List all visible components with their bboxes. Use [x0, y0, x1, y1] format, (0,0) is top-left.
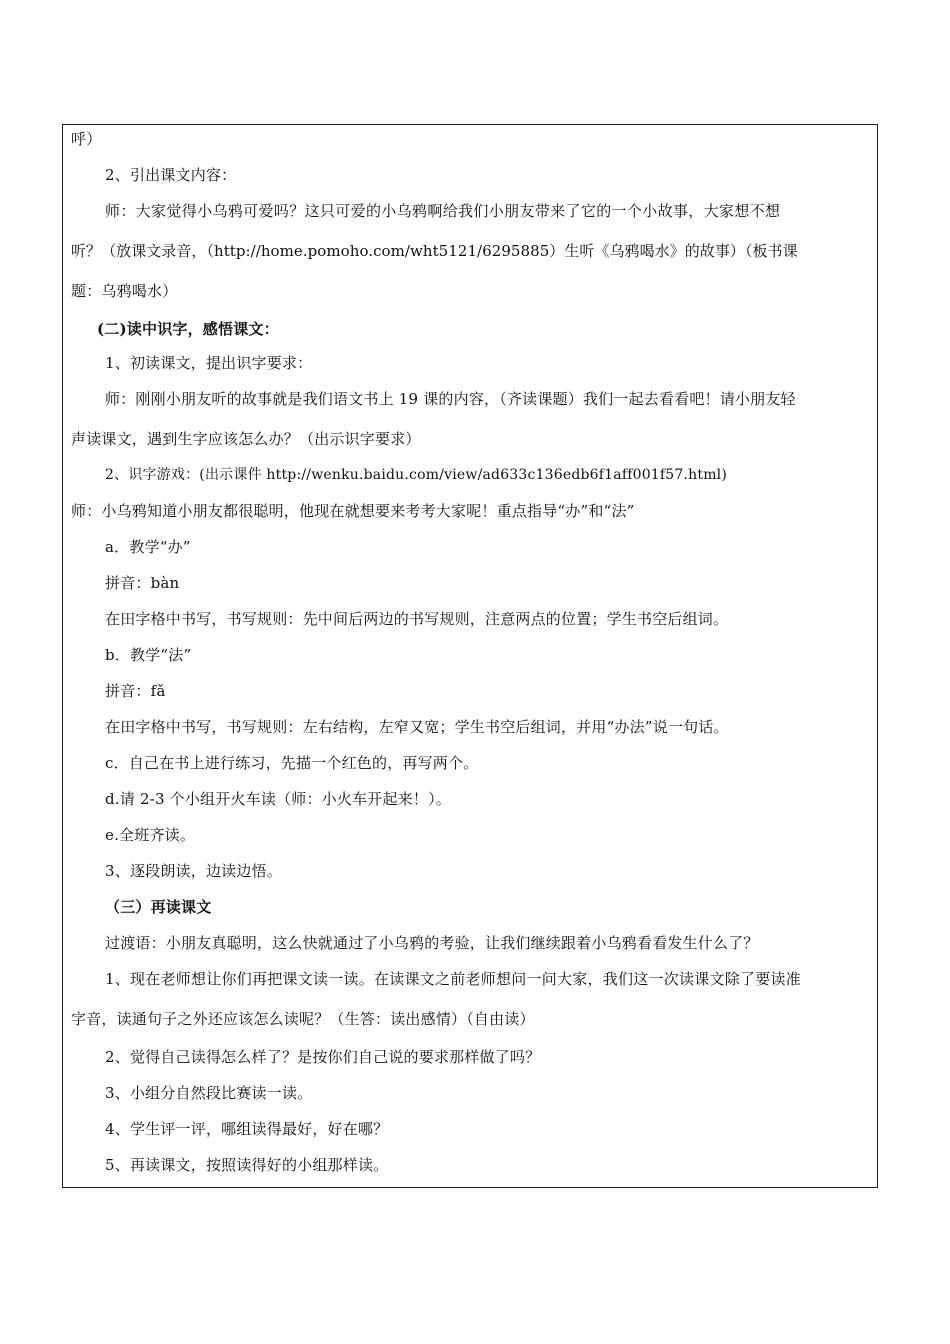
- text-line-13: 拼音：bàn: [105, 574, 180, 592]
- lesson-plan-table-cell: [62, 124, 878, 1188]
- text-line-27: 3、小组分自然段比赛读一读。: [105, 1084, 313, 1102]
- text-line-12: a．教学“办”: [105, 538, 191, 556]
- text-line-8: 师：刚刚小朋友听的故事就是我们语文书上 19 课的内容，（齐读课题）我们一起去看看吧！请小朋友轻: [105, 390, 796, 408]
- text-line-9: 声读课文，遇到生字应该怎么办？（出示识字要求）: [71, 430, 421, 448]
- text-line-19: d.请 2-3 个小组开火车读（师：小火车开起来！）。: [105, 790, 451, 808]
- text-line-10-url: 2、识字游戏：(出示课件 http://wenku.baidu.com/view/ad633c136edb6f1aff001f57.html): [105, 467, 728, 483]
- text-line-25: 字音，读通句子之外还应该怎么读呢？（生答：读出感情）（自由读）: [71, 1010, 535, 1028]
- text-line-16: 拼音：fǎ: [105, 682, 166, 700]
- text-line-5: 题：乌鸦喝水）: [71, 282, 178, 300]
- text-line-2: 2、引出课文内容：: [105, 166, 237, 184]
- text-line-20: e.全班齐读。: [105, 826, 196, 844]
- section-heading-2: (二)读中识字，感悟课文：: [97, 320, 279, 338]
- text-line-7: 1、初读课文，提出识字要求：: [105, 354, 313, 372]
- text-line-29: 5、再读课文，按照读得好的小组那样读。: [105, 1156, 389, 1174]
- text-line-28: 4、学生评一评，哪组读得最好，好在哪？: [105, 1120, 389, 1138]
- text-line-1: 呼）: [71, 130, 102, 148]
- text-line-23: 过渡语：小朋友真聪明，这么快就通过了小乌鸦的考验，让我们继续跟着小乌鸦看看发生什么了？: [105, 934, 759, 952]
- text-line-4: 听？（放课文录音，（http://home.pomoho.com/wht5121/6295885）生听《乌鸦喝水》的故事）（板书课: [71, 242, 798, 260]
- section-heading-3: （三）再读课文: [105, 898, 212, 916]
- text-line-21: 3、逐段朗读，边读边悟。: [105, 862, 282, 880]
- text-line-11: 师：小乌鸦知道小朋友都很聪明，他现在就想要来考考大家呢！重点指导“办”和“法”: [71, 502, 635, 520]
- text-line-24: 1、现在老师想让你们再把课文读一读。在读课文之前老师想问一问大家，我们这一次读课文除了要读准: [105, 970, 802, 988]
- text-line-14: 在田字格中书写，书写规则：先中间后两边的书写规则，注意两点的位置；学生书空后组词。: [105, 610, 729, 628]
- text-line-17: 在田字格中书写，书写规则：左右结构，左窄又宽；学生书空后组词，并用“办法”说一句话。: [105, 718, 729, 736]
- text-line-18: c．自己在书上进行练习，先描一个红色的，再写两个。: [105, 754, 479, 772]
- text-line-3: 师：大家觉得小乌鸦可爱吗？这只可爱的小乌鸦啊给我们小朋友带来了它的一个小故事，大家想不想: [105, 202, 781, 220]
- text-line-26: 2、觉得自己读得怎么样了？是按你们自己说的要求那样做了吗？: [105, 1048, 541, 1066]
- text-line-15: b．教学“法”: [105, 646, 192, 664]
